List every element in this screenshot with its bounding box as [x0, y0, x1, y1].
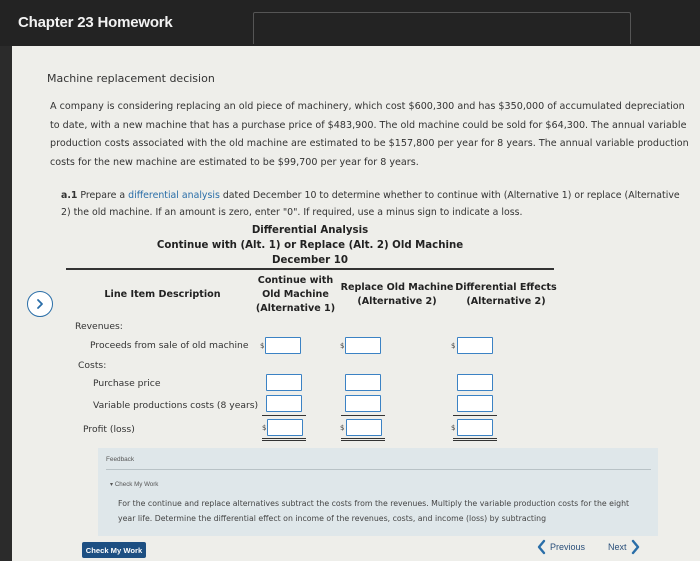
- total-double-line: [341, 438, 385, 441]
- profit-alt2-input[interactable]: [346, 419, 382, 436]
- header-bar: [0, 0, 700, 46]
- triangle-down-icon: ▾: [110, 481, 114, 488]
- expand-toggle[interactable]: [27, 291, 53, 317]
- row-proceeds: Proceeds from sale of old machine: [90, 340, 249, 351]
- currency-symbol: $: [451, 342, 456, 350]
- profit-alt1-input[interactable]: [267, 419, 303, 436]
- col-differential-line1: Differential Effects: [455, 282, 557, 293]
- feedback-text: For the continue and replace alternatives subtract the costs from the revenues. Multiply the variable production costs for the eight year life. Determine the differential effect on income of the revenues, costs, and income (loss) by subtracting: [118, 499, 630, 523]
- proceeds-alt2-input[interactable]: [345, 337, 381, 354]
- variable-alt1-input[interactable]: [266, 395, 302, 412]
- chevron-left-icon: [537, 539, 547, 555]
- currency-symbol: $: [260, 342, 265, 350]
- check-my-work-toggle-label: Check My Work: [114, 481, 159, 488]
- currency-symbol: $: [340, 424, 345, 432]
- purchase-alt1-input[interactable]: [266, 374, 302, 391]
- col-line-item: Line Item Description: [104, 289, 221, 300]
- differential-analysis-link[interactable]: differential analysis: [128, 190, 220, 201]
- feedback-divider: [106, 469, 651, 470]
- chevron-right-icon: [630, 539, 640, 555]
- feedback-title: Feedback: [106, 456, 135, 463]
- feedback-panel: [98, 448, 658, 536]
- purchase-diff-input[interactable]: [457, 374, 493, 391]
- chapter-title: Chapter 23 Homework: [18, 14, 173, 31]
- section-title: Machine replacement decision: [47, 72, 215, 85]
- col-replace-line2: (Alternative 2): [357, 296, 437, 307]
- chevron-right-icon: [34, 298, 46, 310]
- instructions: [61, 187, 686, 221]
- col-replace-line1: Replace Old Machine: [340, 282, 454, 293]
- instructions-pre: Prepare a: [80, 190, 126, 201]
- analysis-subtitle: Continue with (Alt. 1) or Replace (Alt. 2) Old Machine: [156, 240, 464, 251]
- variable-diff-input[interactable]: [457, 395, 493, 412]
- subtotal-line: [341, 415, 385, 416]
- row-profit: Profit (loss): [83, 424, 135, 435]
- col-continue-line3: (Alternative 1): [255, 303, 336, 314]
- col-differential: [450, 281, 562, 309]
- next-label: Next: [608, 542, 627, 552]
- purchase-alt2-input[interactable]: [345, 374, 381, 391]
- col-continue-line2: Old Machine: [262, 289, 329, 300]
- total-double-line: [262, 438, 306, 441]
- row-purchase: Purchase price: [93, 378, 161, 389]
- row-revenues: Revenues:: [75, 321, 123, 332]
- check-my-work-toggle[interactable]: [110, 481, 158, 488]
- proceeds-alt1-input[interactable]: [265, 337, 301, 354]
- col-continue-line1: Continue with: [257, 275, 334, 286]
- previous-button[interactable]: [537, 539, 585, 555]
- problem-text: A company is considering replacing an old piece of machinery, which cost $600,300 and has $350,000 of accumulated depreciation to date, with a new machine that has a purchase price of $483,900. The old machine could be sold for $64,300. The annual variable production costs associated with the old machine are estimated to be $157,800 per year for 8 years. The annual variable production costs for the new machine are estimated to be $99,700 per year for 8 years.: [50, 101, 689, 168]
- instructions-post: dated December 10 to determine whether to continue with (Alternative 1) or replace (Alternative 2) the old machine. If an amount is zero, enter "0". If required, use a minus sign to indicate a loss.: [61, 190, 680, 218]
- check-my-work-button[interactable]: Check My Work: [82, 542, 146, 558]
- subtotal-line: [262, 415, 306, 416]
- proceeds-diff-input[interactable]: [457, 337, 493, 354]
- row-variable: Variable productions costs (8 years): [93, 400, 259, 411]
- variable-alt2-input[interactable]: [345, 395, 381, 412]
- currency-symbol: $: [262, 424, 267, 432]
- analysis-date: December 10: [272, 255, 348, 266]
- currency-symbol: $: [451, 424, 456, 432]
- header-rule: [66, 268, 554, 270]
- col-continue: [248, 274, 343, 316]
- header-outline: [253, 12, 631, 44]
- analysis-title: Differential Analysis: [251, 225, 369, 236]
- subtotal-line: [453, 415, 497, 416]
- part-label: a.1: [61, 190, 78, 201]
- total-double-line: [453, 438, 497, 441]
- previous-label: Previous: [550, 542, 586, 552]
- profit-diff-input[interactable]: [457, 419, 493, 436]
- col-replace: [338, 281, 456, 309]
- col-differential-line2: (Alternative 2): [466, 296, 546, 307]
- currency-symbol: $: [340, 342, 345, 350]
- next-button[interactable]: [608, 539, 640, 555]
- row-costs: Costs:: [78, 360, 107, 371]
